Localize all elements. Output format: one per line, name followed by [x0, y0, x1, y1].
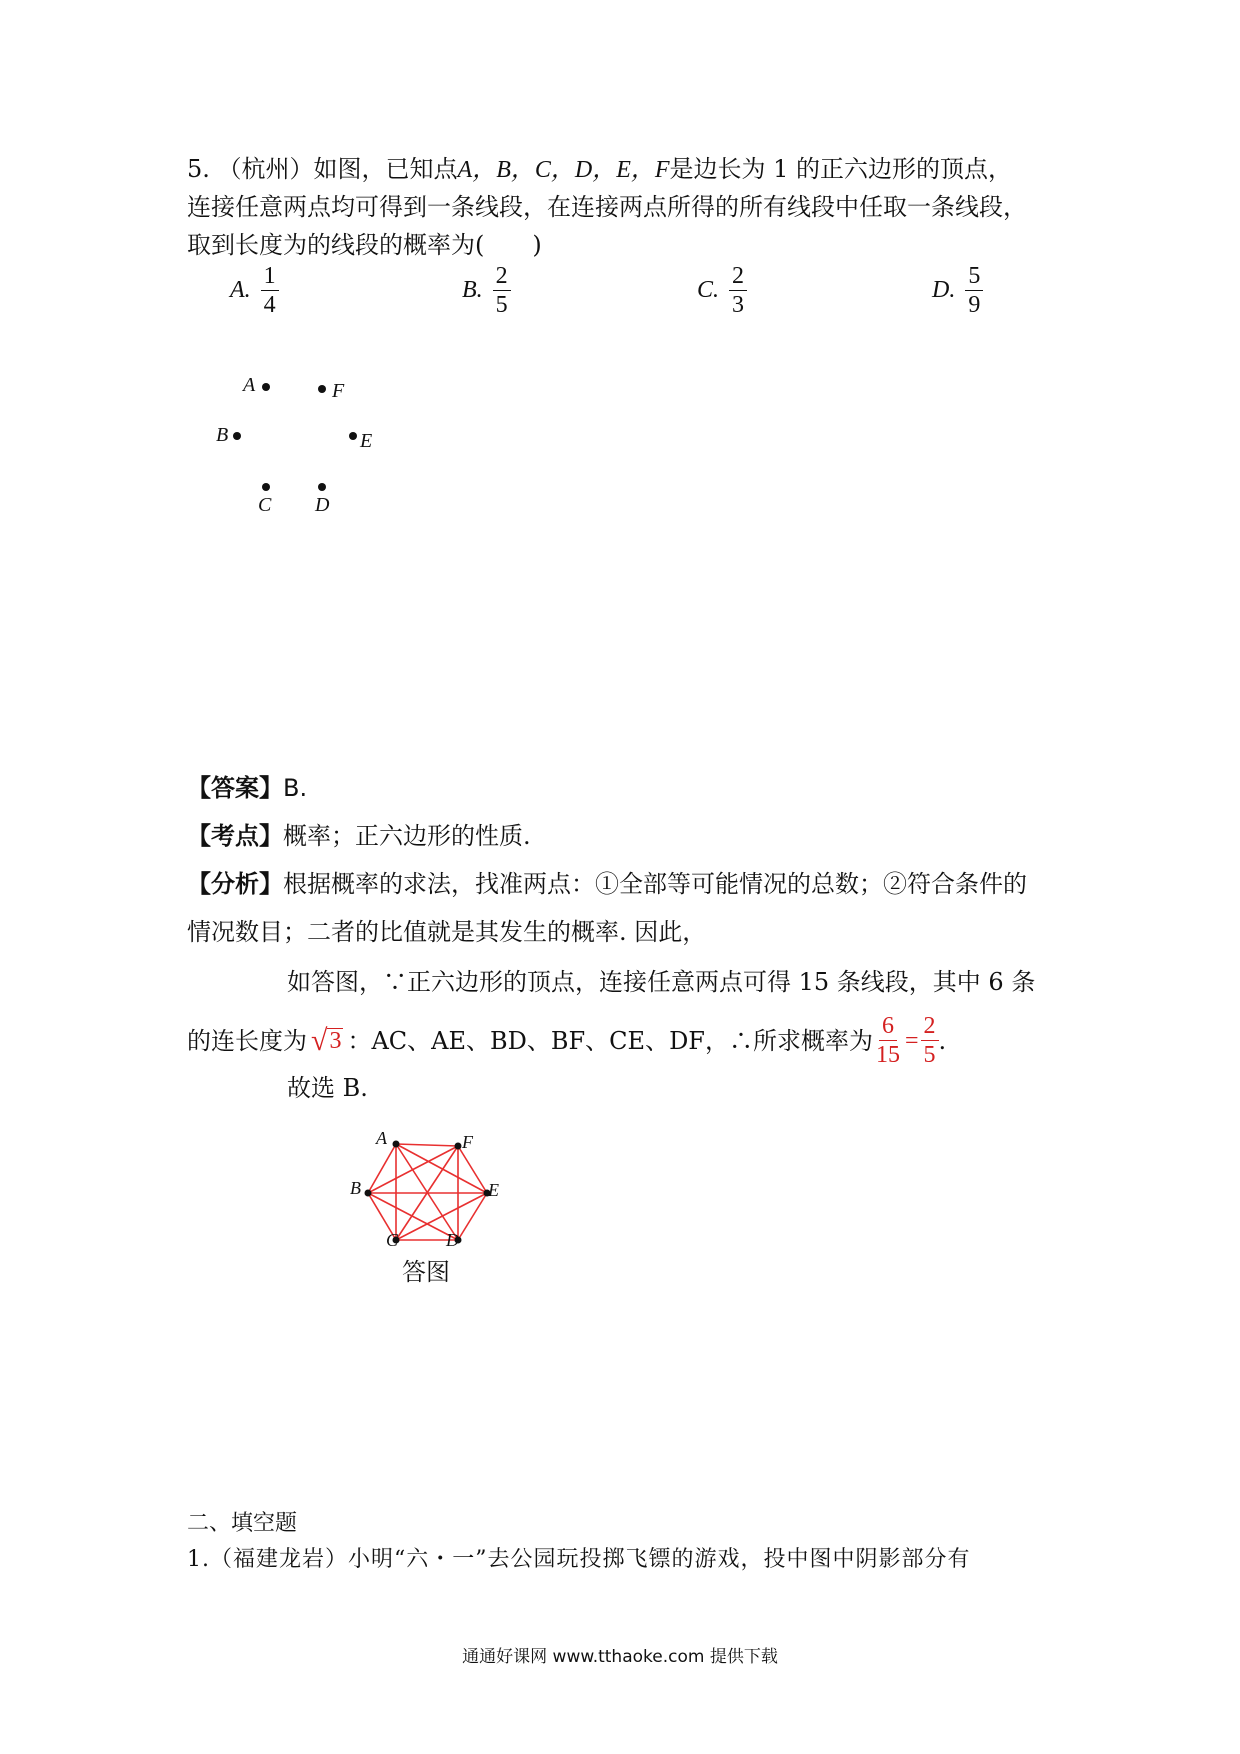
hex-label-b: B [350, 1178, 361, 1198]
point-d-dot [318, 483, 326, 491]
point-b-label: B [216, 424, 229, 446]
point-f-label: F [332, 380, 345, 402]
kaodian-line [187, 816, 531, 856]
answer-figure [340, 1130, 520, 1310]
option-d-letter: D. [932, 277, 956, 303]
point-f-dot [318, 385, 326, 393]
option-a-fraction [261, 262, 279, 319]
hex-label-e: E [488, 1180, 499, 1200]
hex-label-d: D [446, 1230, 459, 1250]
hex-label-c: C [386, 1230, 399, 1250]
option-a-den: 4 [263, 292, 276, 318]
option-c-num: 2 [729, 262, 747, 291]
sqrt-expression [311, 1021, 343, 1061]
option-a-num: 1 [261, 262, 279, 291]
option-c [697, 262, 747, 319]
prob-den: 15 [875, 1042, 900, 1068]
option-d-den: 9 [968, 292, 981, 318]
answer-value: B. [283, 774, 308, 802]
question-line-1 [187, 150, 1012, 189]
option-b [462, 262, 511, 319]
segment-ae [396, 1144, 487, 1193]
question-text-1a: 如图，已知点 [313, 155, 458, 183]
option-b-num: 2 [493, 262, 511, 291]
option-c-fraction [729, 262, 747, 319]
detail-line-1: 如答图，∵正六边形的顶点，连接任意两点可得 15 条线段，其中 6 条 [287, 968, 1036, 996]
conclusion-line: 故选 B. [287, 1074, 368, 1102]
detail-text-2a: 的连长度为 [187, 1026, 307, 1055]
point-e-dot [349, 432, 357, 440]
option-b-den: 5 [495, 292, 508, 318]
point-d-label: D [315, 494, 330, 516]
detail-period: . [938, 1026, 947, 1055]
page-footer: 通通好课网 www.tthaoke.com 提供下载 [462, 1647, 778, 1667]
analysis-text-1: 根据概率的求法，找准两点：①全部等可能情况的总数；②符合条件的 [283, 870, 1027, 898]
section-2-heading: 二、填空题 [187, 1511, 298, 1536]
option-d-fraction [965, 262, 983, 319]
question-points-list: A，B，C，D，E，F [457, 157, 670, 183]
hex-label-f: F [462, 1132, 473, 1152]
answer-line [187, 768, 307, 808]
point-a-dot [262, 383, 270, 391]
question-line-3: 取到长度为的线段的概率为( ) [187, 231, 542, 259]
point-e-label: E [360, 430, 373, 452]
hex-vertex-a [393, 1141, 400, 1148]
option-b-letter: B. [462, 277, 483, 303]
point-c-dot [262, 483, 270, 491]
hex-vertex-f [455, 1143, 462, 1150]
option-c-letter: C. [697, 277, 720, 303]
prob2-den: 5 [923, 1042, 936, 1068]
analysis-tag: 【分析】 [187, 869, 283, 898]
option-c-den: 3 [732, 292, 745, 318]
prob2-num: 2 [921, 1012, 939, 1041]
analysis-line-2: 情况数目；二者的比值就是其发生的概率. 因此， [187, 918, 707, 946]
point-b-dot [233, 432, 241, 440]
probability-fraction-1 [873, 1012, 903, 1069]
kaodian-value: 概率；正六边形的性质. [283, 822, 531, 850]
answer-tag: 【答案】 [187, 773, 283, 802]
sqrt-value: 3 [329, 1028, 342, 1054]
question-source: （杭州） [217, 155, 314, 183]
sqrt-sign-icon: √ [311, 1023, 328, 1057]
equals-sign: = [904, 1027, 919, 1054]
hex-label-a: A [376, 1128, 387, 1148]
probability-fraction-2 [921, 1012, 939, 1069]
option-a-letter: A. [230, 277, 251, 303]
option-d-num: 5 [965, 262, 983, 291]
question-figure [200, 370, 400, 520]
segment-af [396, 1144, 458, 1146]
hexagon-segments [368, 1144, 487, 1240]
kaodian-tag: 【考点】 [187, 821, 283, 850]
detail-text-2b: ：AC、AE、BD、BF、CE、DF，∴所求概率为 [347, 1026, 873, 1055]
question-text-1b: 是边长为 1 的正六边形的顶点， [669, 155, 1013, 183]
point-c-label: C [258, 494, 272, 516]
question-number: 5. [187, 155, 210, 183]
section-2-question-1: 1.（福建龙岩）小明“六・一”去公园玩投掷飞镖的游戏，投中图中阴影部分有 [187, 1547, 971, 1572]
question-line-2: 连接任意两点均可得到一条线段，在连接两点所得的所有线段中任取一条线段， [187, 193, 1027, 221]
option-d [932, 262, 983, 319]
detail-line-2 [187, 1012, 946, 1069]
analysis-line-1 [187, 864, 1027, 904]
option-a [230, 262, 279, 319]
answer-figure-caption: 答图 [402, 1258, 450, 1286]
option-b-fraction [493, 262, 511, 319]
hex-vertex-b [365, 1190, 372, 1197]
point-a-label: A [243, 374, 256, 396]
prob-num: 6 [879, 1012, 897, 1041]
